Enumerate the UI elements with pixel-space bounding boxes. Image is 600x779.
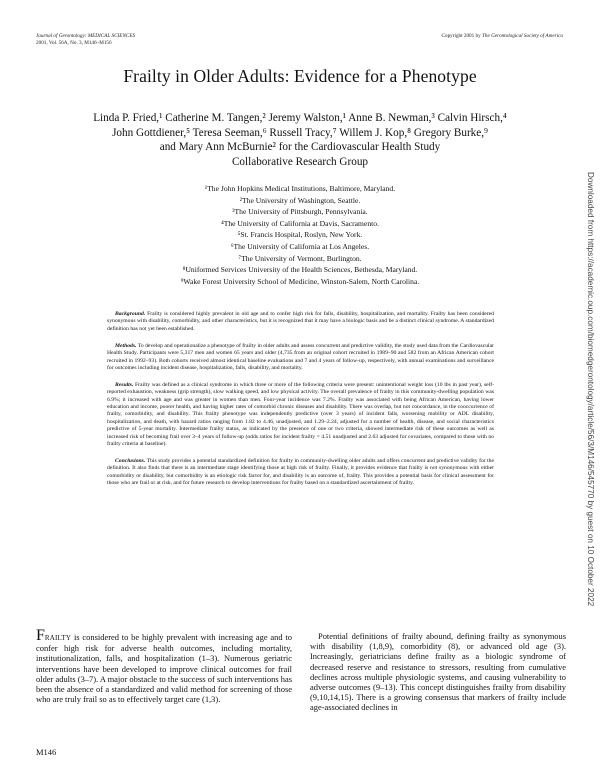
abstract-text: To develop and operationalize a phenotype of frailty in older adults and assess concurrent and predictive validity, the study used data from the Cardiovascular Health Study. Participants were 5,317 men and women 65 years and older (4,735 from an original cohort recruited in 1989–90 and 582 from an African American cohort recruited in 1992–93). Both cohorts received almost identical baseline evaluations and 7 and 4 years of follow-up, respectively, with annual examinations and surveillance for outcomes including incident disease, hospitalization, falls, disability, and mortality.: [107, 342, 494, 371]
affiliation: ⁴The University of California at Davis, Sacramento.: [221, 218, 379, 228]
copyright-society: The Gerontological Society of America: [482, 33, 563, 39]
affiliation: ⁸Uniformed Services University of the Health Sciences, Bethesda, Maryland.: [182, 265, 418, 275]
journal-header: [36, 33, 135, 46]
author-line: John Gottdiener,⁵ Teresa Seeman,⁶ Russell Tracy,⁷ Willem J. Kop,⁸ Gregory Burke,⁹: [112, 126, 488, 139]
abstract-label: Conclusions.: [115, 458, 146, 464]
abstract-label: Background.: [115, 311, 146, 317]
copyright-header: [442, 33, 563, 40]
affiliation: ²The University of Washington, Seattle.: [239, 195, 361, 205]
author-list: [40, 111, 560, 169]
abstract-text: Frailty was defined as a clinical syndrome in which three or more of the following criteria were present: unintentional weight loss (10 lbs in past year), self-reported exhaustion, weakness (grip strength), slow walking speed, and low physical activity. The overall prevalence of frailty in this community-dwelling population was 6.9%; it increased with age and was greater in women than men. Four-year incidence was 7.2%. Frailty was associated with being African American, having lower education and income, poorer health, and having higher rates of comorbid chronic diseases and disability. There was overlap, but not concordance, in the cooccurrence of frailty, comorbidity, and disability. This frailty phenotype was independently predictive (over 3 years) of incident falls, worsening mobility or ADL disability, hospitalization, and death, with hazard ratios ranging from 1.82 to 4.46, unadjusted, and 1.29–2.24, adjusted for a number of health, disease, and social characteristics predictive of 5-year mortality. Intermediate frailty status, as indicated by the presence of one or two criteria, showed intermediate risk of these outcomes as well as increased risk of becoming frail over 3–4 years of follow-up (odds ratios for incident frailty = 4.51 unadjusted and 2.63 adjusted for covariates, compared to those with no frailty criteria at baseline).: [107, 381, 494, 448]
download-watermark: Downloaded from https://academic.oup.com/biomedgerontology/article/56/3/M146/545770 by guest on 10 October 2022: [586, 172, 595, 607]
abstract-conclusions: [107, 458, 494, 488]
abstract: [107, 311, 494, 497]
affiliation: ⁹Wake Forest University School of Medicine, Winston-Salem, North Carolina.: [180, 276, 420, 286]
small-caps-lead: RAILTY: [44, 634, 72, 642]
intro-paragraph: [36, 627, 292, 705]
abstract-methods: [107, 343, 494, 373]
affiliation: ⁵St. Francis Hospital, Roslyn, New York.: [237, 230, 363, 240]
abstract-label: Methods.: [115, 342, 137, 349]
author-line: and Mary Ann McBurnie² for the Cardiovascular Health Study: [159, 141, 441, 153]
body-column-right: [310, 631, 566, 713]
affiliation: ⁷The University of Vermont, Burlington.: [238, 253, 362, 263]
paragraph-text: is considered to be highly prevalent with increasing age and to confer high risk for adverse health outcomes, including mortality, institutionalization, falls, and hospitalization (1–3). Numerous geriatric interventions have been developed to improve clinical outcomes for frail older adults (3–7). A major obstacle to the success of such interventions has been the absence of a standardized and valid method for screening of those who are truly frail so as to effectively target care (1,3).: [36, 632, 292, 705]
drop-cap: F: [36, 627, 45, 644]
copyright-text: Copyright 2001 by: [441, 33, 481, 39]
article-title: Frailty in Older Adults: Evidence for a Phenotype: [123, 66, 477, 86]
affiliation: ¹The John Hopkins Medical Institutions, Baltimore, Maryland.: [204, 184, 396, 193]
abstract-text: Frailty is considered highly prevalent in old age and to confer high risk for falls, disability, hospitalization, and mortality. Frailty has been considered synonymous with disability, comorbidity, and other characteristics, but it is recognized that it may have a biologic basis and be a distinct clinical syndrome. A standardized definition has not yet been established.: [107, 311, 494, 332]
page-number: M146: [36, 747, 57, 757]
body-column-left: [36, 627, 292, 705]
paragraph-text: Potential definitions of frailty abound, defining frailty as synonymous with disability (1,8,9), comorbidity (8), or advanced old age (3). Increasingly, geriatricians define frailty as a biologic syndrome of decreased reserve and resistance to stressors, resulting from cumulative declines across multiple physiologic systems, and causing vulnerability to adverse outcomes (9–13). This concept distinguishes frailty from disability (9,10,14,15). There is a growing consensus that markers of frailty include age-associated declines in: [310, 631, 566, 713]
abstract-label: Results.: [115, 381, 134, 388]
abstract-background: [107, 311, 494, 333]
journal-name: Journal of Gerontology: MEDICAL SCIENCES: [36, 33, 136, 39]
author-line: Collaborative Research Group: [231, 155, 369, 168]
abstract-text: This study provides a potential standardized definition for frailty in community-dwelling older adults and offers concurrent and predictive validity for the definition. It also finds that there is an intermediate stage identifying those at high risk of frailty. Finally, it provides evidence that frailty is not synonymous with either comorbidity or disability, but comorbidity is an etiologic risk factor for, and disability is an outcome of, frailty. This provides a potential basis for clinical assessment for those who are frail or at risk, and for future research to develop interventions for frailty based on a standardized ascertainment of frailty.: [107, 458, 494, 487]
author-line: Linda P. Fried,¹ Catherine M. Tangen,² Jeremy Walston,¹ Anne B. Newman,³ Calvin Hirsch,⁴: [93, 112, 507, 124]
affiliation: ³The University of Pittsburgh, Pennsylvania.: [232, 207, 368, 217]
affiliation: ⁶The University of California at Los Angeles.: [230, 241, 370, 251]
abstract-results: [107, 382, 494, 449]
journal-citation: 2001, Vol. 56A, No. 3, M146–M156: [36, 39, 112, 46]
affiliation-list: [40, 183, 560, 287]
